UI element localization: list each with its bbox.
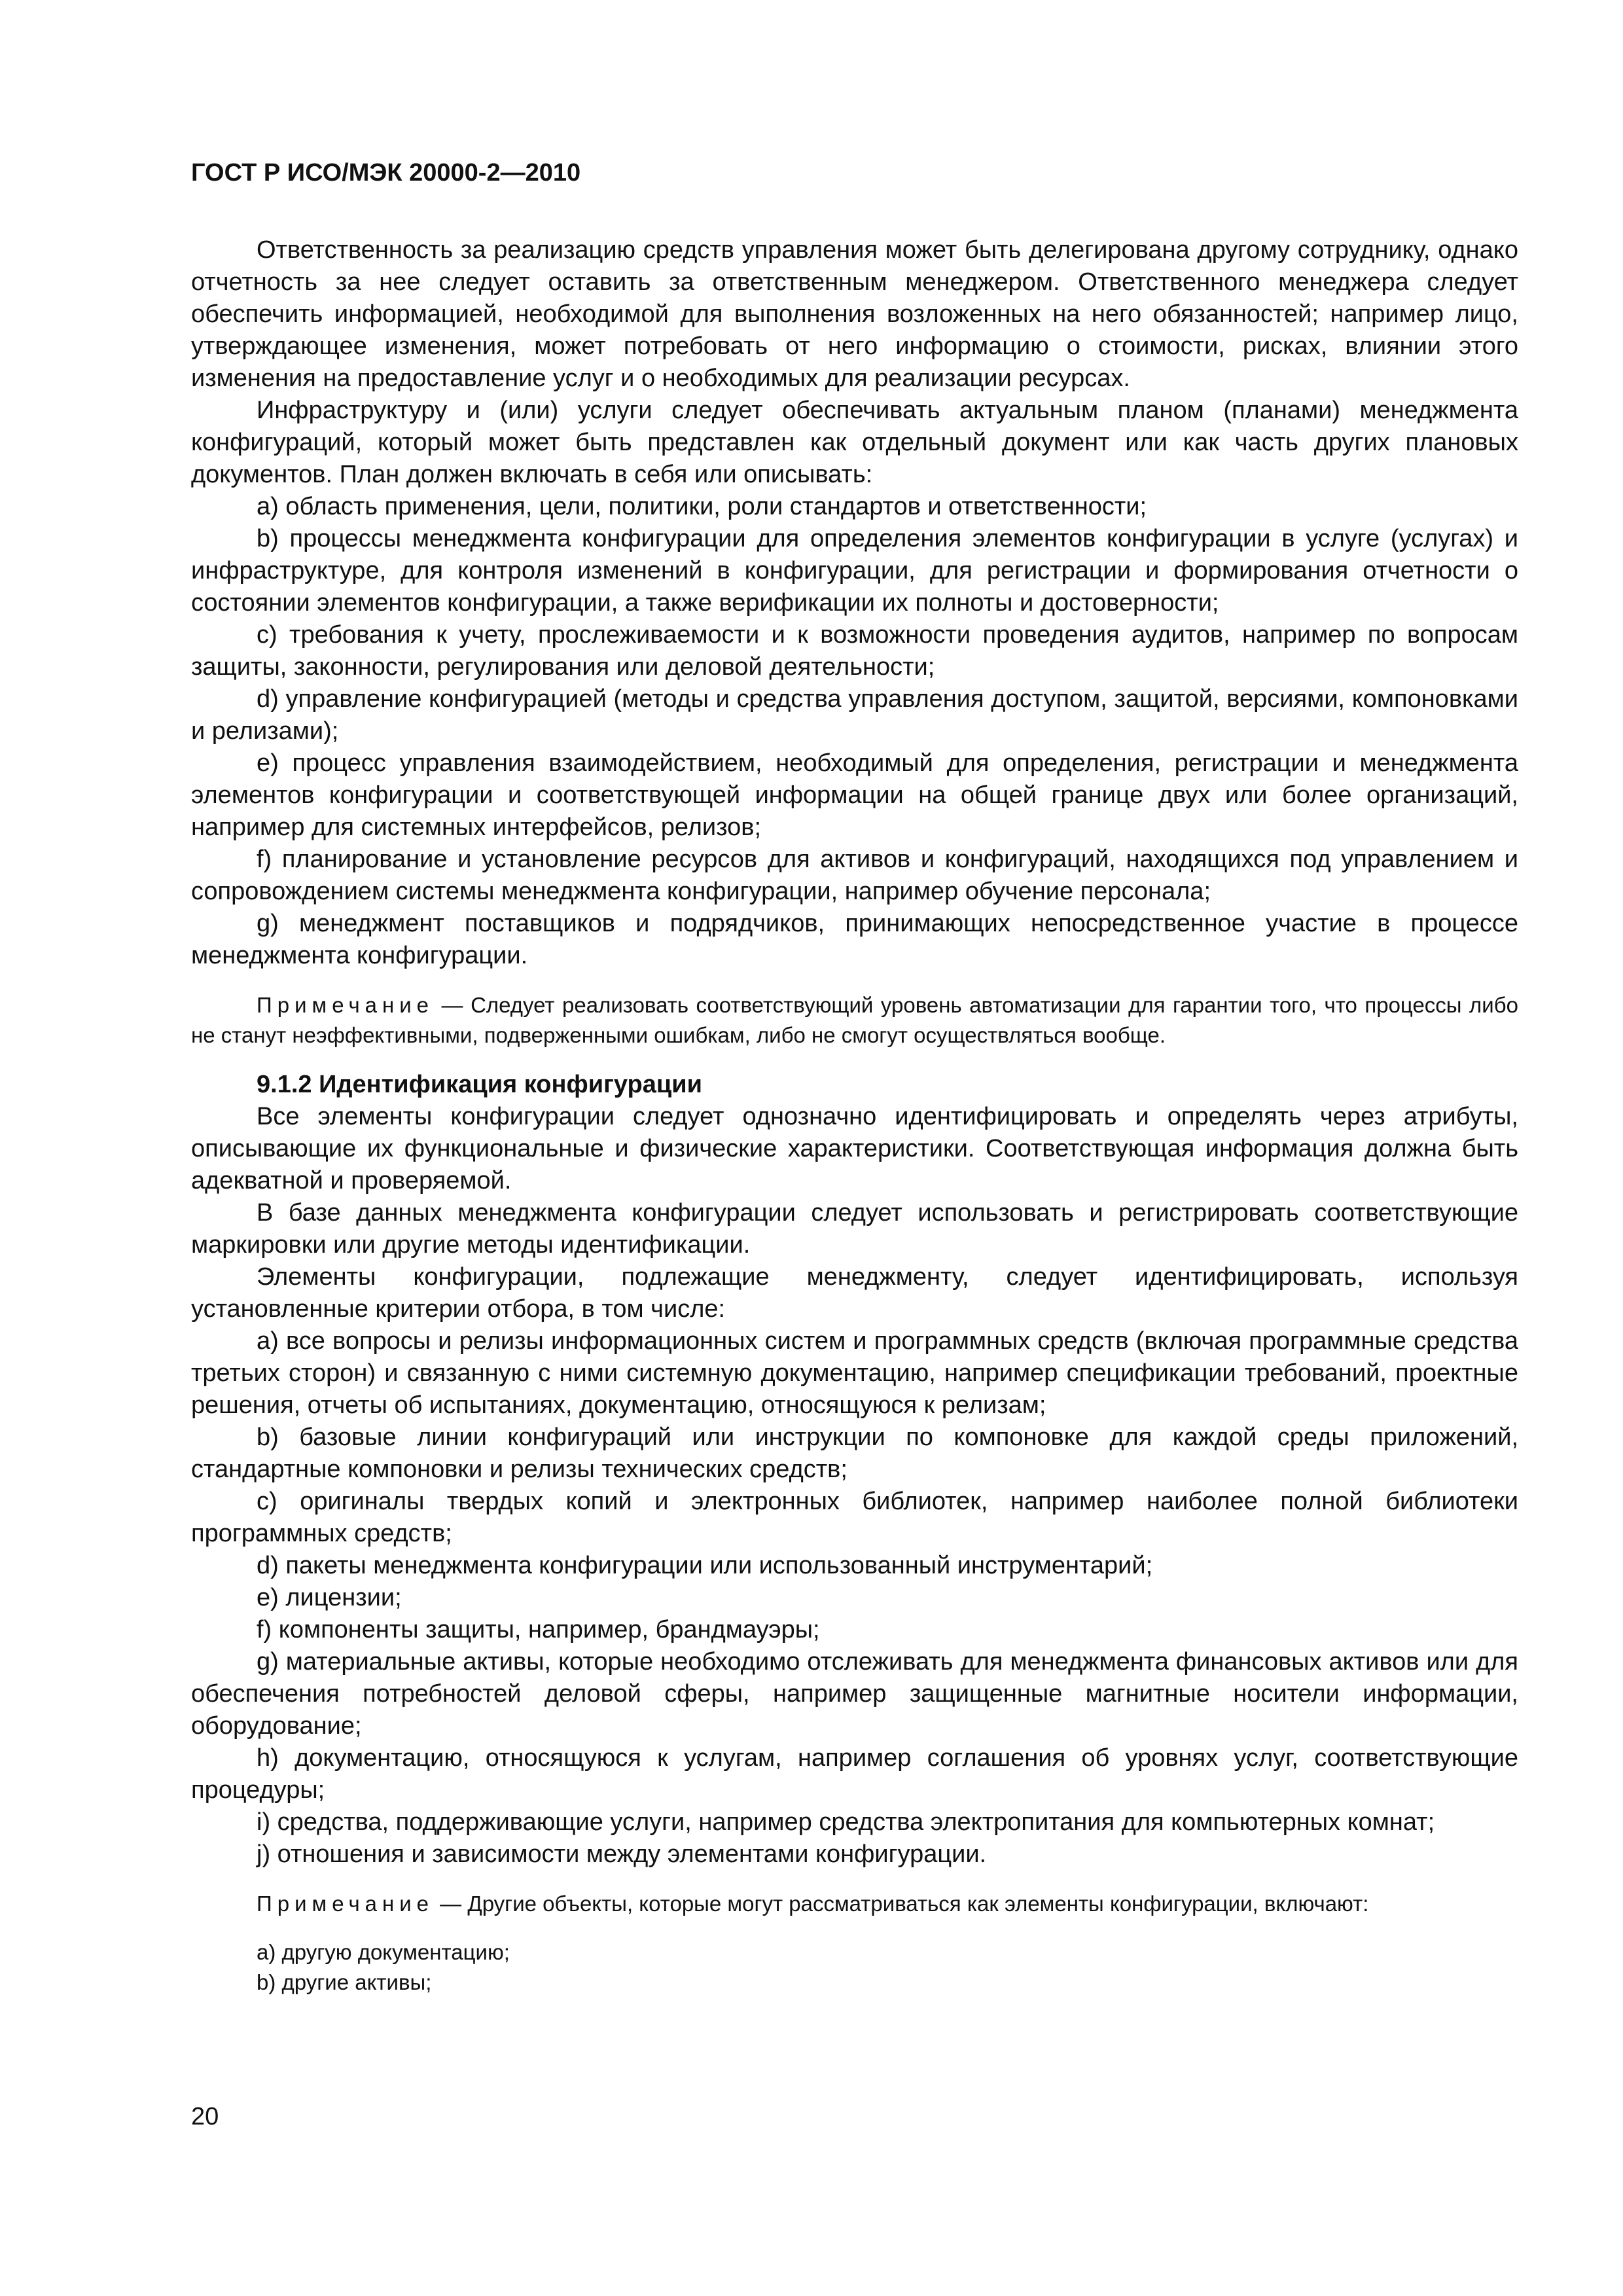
- note-text: — Следует реализовать соответствующий уровень автоматизации для гарантии того, что процессы либо не станут неэффективными, подверженными ошибкам, либо не смогут осуществляться вообще.: [191, 993, 1518, 1047]
- list-item: f) планирование и установление ресурсов для активов и конфигураций, находящихся под управлением и сопровождением системы менеджмента конфигурации, например обучение персонала;: [191, 846, 1518, 905]
- note-label: Примечание: [257, 1892, 435, 1916]
- paragraph: Ответственность за реализацию средств управления может быть делегирована другому сотруднику, однако отчетность за нее следует оставить за ответственным менеджером. Ответственного менеджера следует обеспечить информацией, необходимой для выполнения возложенных на него обязанностей; например лицо, утверждающее изменения, может потребовать от него информацию о стоимости, рисках, влиянии этого изменения на предоставление услуг и о необходимых для реализации ресурсах.: [191, 236, 1518, 392]
- list-item: d) управление конфигурацией (методы и средства управления доступом, защитой, версиями, компоновками и релизами);: [191, 685, 1518, 745]
- list-item: g) менеджмент поставщиков и подрядчиков, принимающих непосредственное участие в процессе менеджмента конфигурации.: [191, 910, 1518, 969]
- list-item: e) процесс управления взаимодействием, необходимый для определения, регистрации и менеджмента элементов конфигурации и соответствующей информации на общей границе двух или более организаций, например для системных интерфейсов, релизов;: [191, 749, 1518, 841]
- list-item: h) документацию, относящуюся к услугам, например соглашения об уровнях услуг, соответствующие процедуры;: [191, 1744, 1518, 1804]
- note-label: Примечание: [257, 993, 435, 1017]
- paragraph: Инфраструктуру и (или) услуги следует обеспечивать актуальным планом (планами) менеджмента конфигураций, который может быть представлен как отдельный документ или как часть других плановых документов. План должен включать в себя или описывать:: [191, 397, 1518, 488]
- paragraph: Элементы конфигурации, подлежащие менеджменту, следует идентифицировать, используя установленные критерии отбора, в том числе:: [191, 1263, 1518, 1323]
- list-item: g) материальные активы, которые необходимо отслеживать для менеджмента финансовых активов или для обеспечения потребностей деловой сферы, например защищенные магнитные носители информации, оборудование;: [191, 1648, 1518, 1740]
- page-number: 20: [191, 2103, 219, 2130]
- list-item: i) средства, поддерживающие услуги, например средства электропитания для компьютерных комнат;: [257, 1808, 1435, 1836]
- list-item: j) отношения и зависимости между элементами конфигурации.: [257, 1840, 987, 1868]
- list-item: f) компоненты защиты, например, брандмауэры;: [257, 1616, 820, 1643]
- note: [191, 990, 1518, 1050]
- list-item: c) оригиналы твердых копий и электронных библиотек, например наиболее полной библиотеки программных средств;: [191, 1488, 1518, 1547]
- list-item: b) процессы менеджмента конфигурации для определения элементов конфигурации в услуге (услугах) и инфраструктуре, для контроля изменений в конфигурации, для регистрации и формирования отчетности о состоянии элементов конфигурации, а также верификации их полноты и достоверности;: [191, 525, 1518, 617]
- paragraph: Все элементы конфигурации следует однозначно идентифицировать и определять через атрибуты, описывающие их функциональные и физические характеристики. Соответствующая информация должна быть адекватной и проверяемой.: [191, 1103, 1518, 1194]
- paragraph: В базе данных менеджмента конфигурации следует использовать и регистрировать соответствующие маркировки или другие методы идентификации.: [191, 1199, 1518, 1259]
- section-configuration-identification: [191, 1069, 1518, 1998]
- list-item: a) область применения, цели, политики, роли стандартов и ответственности;: [257, 493, 1147, 520]
- list-item: a) все вопросы и релизы информационных систем и программных средств (включая программные средства третьих сторон) и связанную с ними системную документацию, например спецификации требований, проектные решения, отчеты об испытаниях, документацию, относящуюся к релизам;: [191, 1327, 1518, 1419]
- document-page: [191, 157, 1518, 1998]
- note: [191, 1889, 1518, 1919]
- section-heading: 9.1.2 Идентификация конфигурации: [257, 1071, 702, 1098]
- list-item: e) лицензии;: [257, 1584, 402, 1611]
- note-text: — Другие объекты, которые могут рассматриваться как элементы конфигурации, включают:: [434, 1892, 1369, 1916]
- document-header: ГОСТ Р ИСО/МЭК 20000-2—2010: [191, 159, 581, 187]
- section-configuration-management-plan: [191, 234, 1518, 1050]
- note-list-item: b) другие активы;: [257, 1970, 432, 1994]
- list-item: d) пакеты менеджмента конфигурации или использованный инструментарий;: [257, 1552, 1153, 1579]
- list-item: b) базовые линии конфигураций или инструкции по компоновке для каждой среды приложений, стандартные компоновки и релизы технических средств;: [191, 1424, 1518, 1483]
- list-item: c) требования к учету, прослеживаемости и к возможности проведения аудитов, например по вопросам защиты, законности, регулирования или деловой деятельности;: [191, 621, 1518, 681]
- note-list-item: a) другую документацию;: [257, 1940, 510, 1964]
